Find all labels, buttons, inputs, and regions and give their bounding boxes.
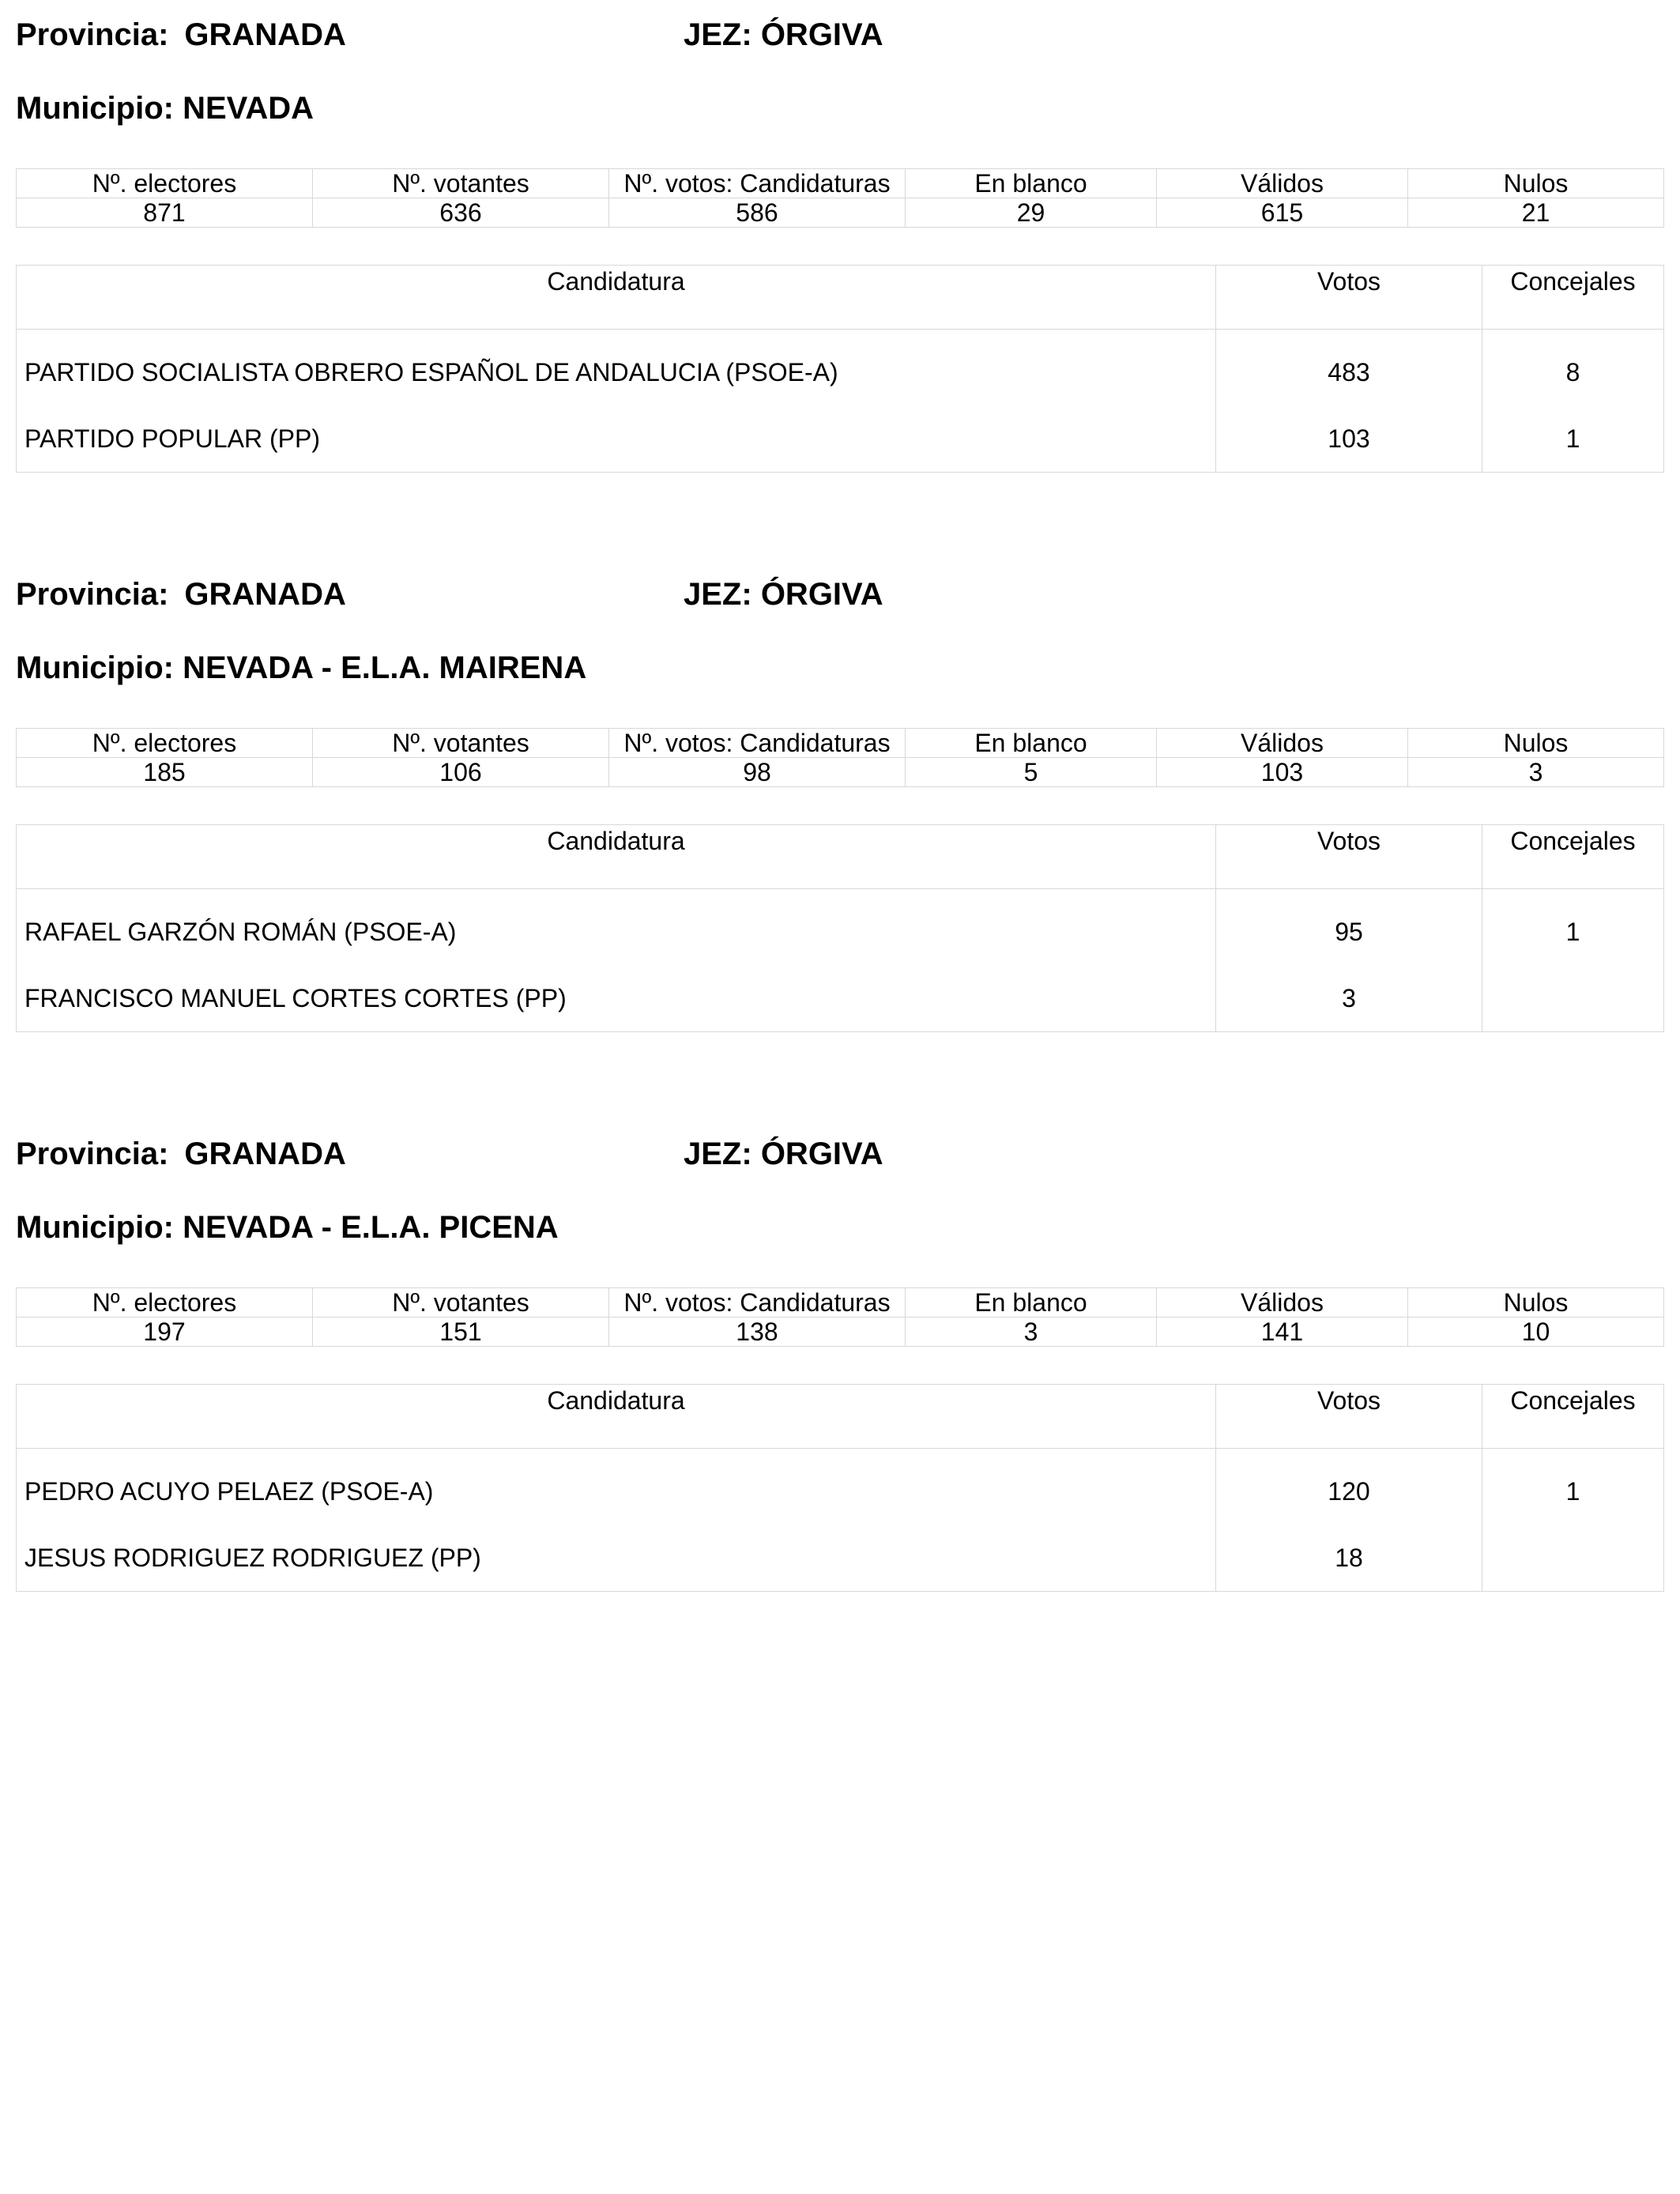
candidaturas-table: [16, 1384, 1664, 1592]
section-picena: [16, 1137, 1663, 1592]
municipio-value: NEVADA - E.L.A. MAIRENA: [183, 650, 587, 685]
provincia: Provincia: GRANADA: [16, 17, 346, 52]
cand-votes: 95: [1216, 889, 1482, 966]
table-row: [17, 965, 1664, 1032]
municipio-row: [16, 650, 1663, 698]
cand-header-name: Candidatura: [17, 266, 1216, 330]
summary-value: 138: [609, 1318, 906, 1347]
cand-header-votes: Votos: [1216, 825, 1482, 889]
cand-header-concejales: Concejales: [1482, 825, 1664, 889]
summary-value: 3: [906, 1318, 1157, 1347]
summary-value: 141: [1157, 1318, 1408, 1347]
summary-value: 197: [17, 1318, 313, 1347]
summary-header-row: [17, 1288, 1664, 1318]
summary-table: [16, 168, 1664, 228]
cand-name: FRANCISCO MANUEL CORTES CORTES (PP): [17, 965, 1216, 1032]
summary-header-row: [17, 169, 1664, 198]
summary-value: 5: [906, 758, 1157, 787]
summary-header: Nº. electores: [17, 1288, 313, 1318]
cand-name: RAFAEL GARZÓN ROMÁN (PSOE-A): [17, 889, 1216, 966]
municipio-value: NEVADA - E.L.A. PICENA: [183, 1210, 559, 1245]
cand-votes: 18: [1216, 1525, 1482, 1592]
cand-name: JESUS RODRIGUEZ RODRIGUEZ (PP): [17, 1525, 1216, 1592]
jez-value: ÓRGIVA: [760, 1137, 883, 1171]
summary-value: 103: [1157, 758, 1408, 787]
cand-votes: 483: [1216, 330, 1482, 406]
summary-header: En blanco: [906, 1288, 1157, 1318]
cand-header-votes: Votos: [1216, 266, 1482, 330]
municipio: Municipio: NEVADA: [16, 91, 315, 126]
summary-value-row: [17, 198, 1664, 228]
provincia-value: GRANADA: [184, 577, 346, 612]
cand-header-row: [17, 825, 1664, 889]
summary-header: Nº. electores: [17, 729, 313, 758]
cand-concejales: 8: [1482, 330, 1664, 406]
summary-value: 10: [1408, 1318, 1664, 1347]
provincia: Provincia: GRANADA: [16, 1137, 346, 1171]
municipio-value: NEVADA: [183, 91, 315, 126]
summary-header: Válidos: [1157, 169, 1408, 198]
cand-concejales: 1: [1482, 889, 1664, 966]
table-row: [17, 330, 1664, 406]
candidaturas-table: [16, 265, 1664, 473]
table-row: [17, 405, 1664, 473]
header-row: [16, 17, 1663, 65]
cand-name: PEDRO ACUYO PELAEZ (PSOE-A): [17, 1449, 1216, 1525]
jez-value: ÓRGIVA: [760, 17, 883, 52]
summary-value: 3: [1408, 758, 1664, 787]
cand-header-name: Candidatura: [17, 825, 1216, 889]
summary-header: Nulos: [1408, 729, 1664, 758]
summary-value: 151: [313, 1318, 609, 1347]
summary-header: Nulos: [1408, 169, 1664, 198]
summary-value: 29: [906, 198, 1157, 228]
municipio: Municipio: NEVADA - E.L.A. MAIRENA: [16, 650, 587, 685]
cand-name: PARTIDO POPULAR (PP): [17, 405, 1216, 473]
cand-votes: 103: [1216, 405, 1482, 473]
jez: JEZ: ÓRGIVA: [684, 577, 883, 612]
summary-header: Válidos: [1157, 729, 1408, 758]
summary-header: Nº. votantes: [313, 729, 609, 758]
summary-header: En blanco: [906, 169, 1157, 198]
summary-header: Válidos: [1157, 1288, 1408, 1318]
jez: JEZ: ÓRGIVA: [684, 1137, 883, 1171]
summary-value: 586: [609, 198, 906, 228]
provincia: Provincia: GRANADA: [16, 577, 346, 612]
summary-table: [16, 1287, 1664, 1347]
provincia-value: GRANADA: [184, 1137, 346, 1171]
municipio-row: [16, 91, 1663, 138]
section-nevada: [16, 17, 1663, 473]
summary-header: Nº. votantes: [313, 1288, 609, 1318]
summary-header: Nº. votantes: [313, 169, 609, 198]
municipio-row: [16, 1210, 1663, 1257]
summary-value-row: [17, 1318, 1664, 1347]
summary-value: 185: [17, 758, 313, 787]
municipio: Municipio: NEVADA - E.L.A. PICENA: [16, 1210, 559, 1245]
provincia-value: GRANADA: [184, 17, 346, 52]
summary-value: 106: [313, 758, 609, 787]
header-row: [16, 577, 1663, 624]
header-row: [16, 1137, 1663, 1184]
cand-header-concejales: Concejales: [1482, 266, 1664, 330]
candidaturas-table: [16, 824, 1664, 1032]
jez-value: ÓRGIVA: [760, 577, 883, 612]
cand-concejales: 1: [1482, 405, 1664, 473]
cand-votes: 120: [1216, 1449, 1482, 1525]
cand-concejales: 1: [1482, 1449, 1664, 1525]
summary-header: Nº. votos: Candidaturas: [609, 729, 906, 758]
summary-value: 615: [1157, 198, 1408, 228]
cand-header-name: Candidatura: [17, 1385, 1216, 1449]
cand-header-votes: Votos: [1216, 1385, 1482, 1449]
table-row: [17, 889, 1664, 966]
cand-votes: 3: [1216, 965, 1482, 1032]
cand-header-row: [17, 1385, 1664, 1449]
summary-table: [16, 728, 1664, 787]
cand-concejales: [1482, 965, 1664, 1032]
summary-header-row: [17, 729, 1664, 758]
cand-header-row: [17, 266, 1664, 330]
summary-value: 21: [1408, 198, 1664, 228]
cand-header-concejales: Concejales: [1482, 1385, 1664, 1449]
cand-concejales: [1482, 1525, 1664, 1592]
summary-header: Nº. votos: Candidaturas: [609, 169, 906, 198]
cand-name: PARTIDO SOCIALISTA OBRERO ESPAÑOL DE ANDALUCIA (PSOE-A): [17, 330, 1216, 406]
table-row: [17, 1525, 1664, 1592]
summary-header: Nº. votos: Candidaturas: [609, 1288, 906, 1318]
summary-value: 871: [17, 198, 313, 228]
summary-header: Nulos: [1408, 1288, 1664, 1318]
summary-value-row: [17, 758, 1664, 787]
summary-value: 636: [313, 198, 609, 228]
summary-header: En blanco: [906, 729, 1157, 758]
jez: JEZ: ÓRGIVA: [684, 17, 883, 52]
table-row: [17, 1449, 1664, 1525]
summary-value: 98: [609, 758, 906, 787]
section-mairena: [16, 577, 1663, 1032]
summary-header: Nº. electores: [17, 169, 313, 198]
